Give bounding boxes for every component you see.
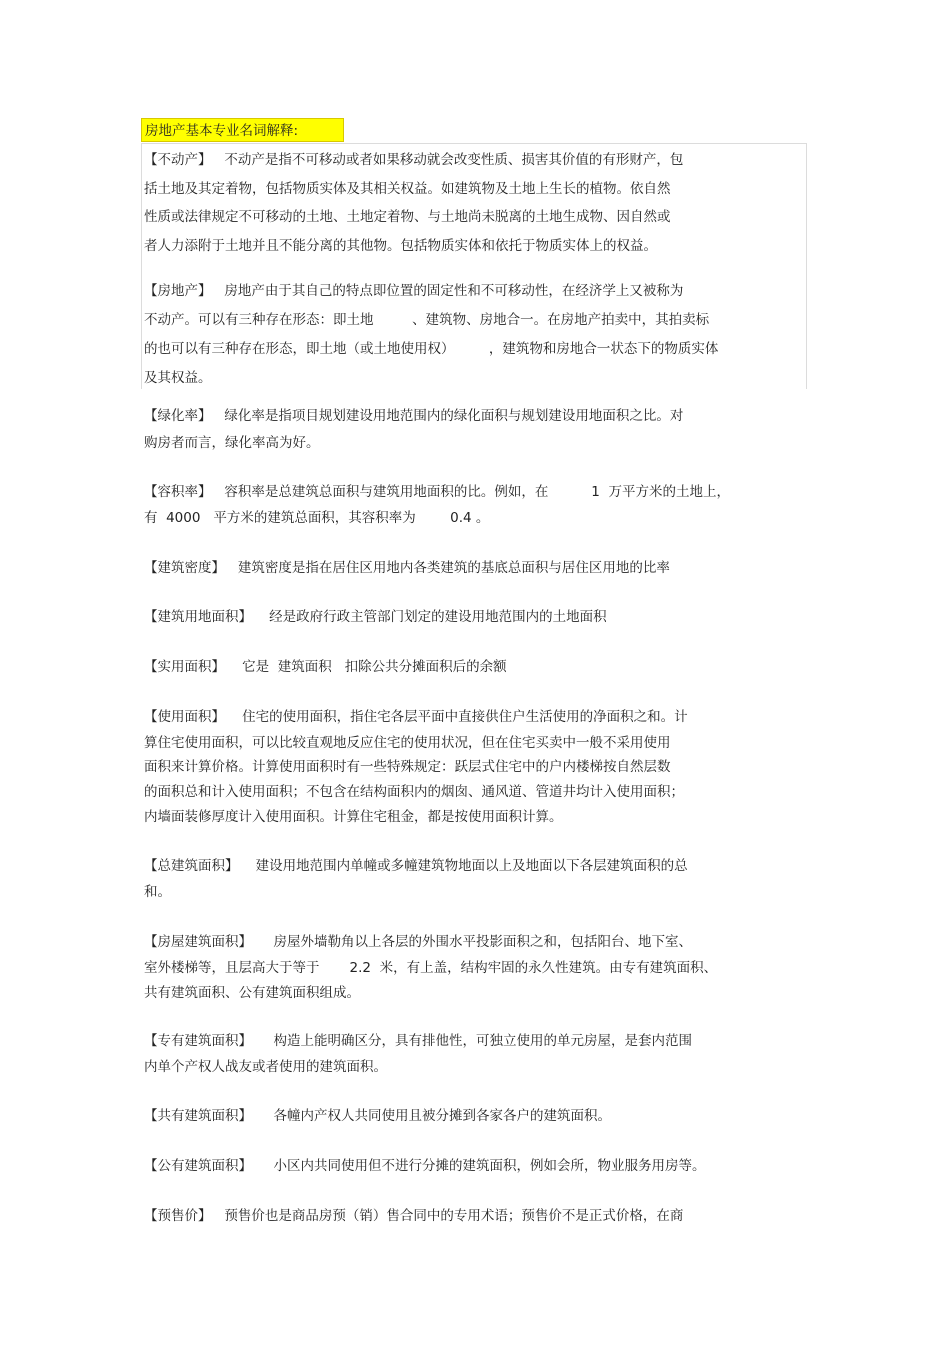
text-line: 面积来计算价格。计算使用面积时有一些特殊规定：跃层式住宅中的户内楼梯按自然层数 bbox=[144, 759, 671, 775]
text-line: 的面积总和计入使用面积；不包含在结构面积内的烟囱、通风道、管道井均计入使用面积； bbox=[144, 784, 684, 800]
text-line: 括土地及其定着物，包括物质实体及其相关权益。如建筑物及土地上生长的植物。依自然 bbox=[144, 181, 671, 197]
text-line: 【建筑密度】 建筑密度是指在居住区用地内各类建筑的基底总面积与居住区用地的比率 bbox=[144, 560, 670, 576]
text-line: 购房者而言，绿化率高为好。 bbox=[144, 435, 320, 451]
text-line: 室外楼梯等，且层高大于等于 2.2 米，有上盖，结构牢固的永久性建筑。由专有建筑面积、 bbox=[144, 960, 718, 976]
text-line: 【总建筑面积】 建设用地范围内单幢或多幢建筑物地面以上及地面以下各层建筑面积的总 bbox=[144, 858, 688, 874]
text-line: 【建筑用地面积】 经是政府行政主管部门划定的建设用地范围内的土地面积 bbox=[144, 609, 607, 625]
text-line: 【实用面积】 它是 建筑面积 扣除公共分摊面积后的余额 bbox=[144, 659, 507, 675]
text-line: 不动产。可以有三种存在形态：即土地 、建筑物、房地合一。在房地产拍卖中，其拍卖标 bbox=[144, 312, 710, 328]
text-line: 和。 bbox=[144, 884, 171, 900]
text-line: 【预售价】 预售价也是商品房预（销）售合同中的专用术语；预售价不是正式价格，在商 bbox=[144, 1208, 684, 1224]
text-line: 【绿化率】 绿化率是指项目规划建设用地范围内的绿化面积与规划建设用地面积之比。对 bbox=[144, 408, 684, 424]
text-line: 【房地产】 房地产由于其自己的特点即位置的固定性和不可移动性，在经济学上又被称为 bbox=[144, 283, 684, 299]
text-line: 【共有建筑面积】 各幢内产权人共同使用且被分摊到各家各户的建筑面积。 bbox=[144, 1108, 611, 1124]
text-line: 的也可以有三种存在形态，即土地（或土地使用权） ，建筑物和房地合一状态下的物质实体 bbox=[144, 341, 719, 357]
page-title: 房地产基本专业名词解释: bbox=[141, 118, 344, 142]
text-line: 内墙面装修厚度计入使用面积。计算住宅租金，都是按使用面积计算。 bbox=[144, 809, 563, 825]
text-line: 【容积率】 容积率是总建筑总面积与建筑用地面积的比。例如，在 1 万平方米的土地上， bbox=[144, 484, 730, 500]
text-line: 【公有建筑面积】 小区内共同使用但不进行分摊的建筑面积，例如会所，物业服务用房等。 bbox=[144, 1158, 706, 1174]
text-line: 【不动产】 不动产是指不可移动或者如果移动就会改变性质、损害其价值的有形财产，包 bbox=[144, 152, 684, 168]
text-line: 算住宅使用面积，可以比较直观地反应住宅的使用状况，但在住宅买卖中一般不采用使用 bbox=[144, 735, 671, 751]
text-line: 及其权益。 bbox=[144, 370, 212, 386]
text-line: 性质或法律规定不可移动的土地、土地定着物、与土地尚未脱离的土地生成物、因自然或 bbox=[144, 209, 671, 225]
text-line: 【使用面积】 住宅的使用面积，指住宅各层平面中直接供住户生活使用的净面积之和。计 bbox=[144, 709, 688, 725]
text-line: 【房屋建筑面积】 房屋外墙勒角以上各层的外围水平投影面积之和，包括阳台、地下室、 bbox=[144, 934, 692, 950]
text-line: 者人力添附于土地并且不能分离的其他物。包括物质实体和依托于物质实体上的权益。 bbox=[144, 238, 657, 254]
text-line: 共有建筑面积、公有建筑面积组成。 bbox=[144, 985, 360, 1001]
text-line: 有 4000 平方米的建筑总面积，其容积率为 0.4 。 bbox=[144, 510, 490, 526]
text-line: 内单个产权人战友或者使用的建筑面积。 bbox=[144, 1059, 387, 1075]
text-line: 【专有建筑面积】 构造上能明确区分，具有排他性，可独立使用的单元房屋，是套内范围 bbox=[144, 1033, 692, 1049]
